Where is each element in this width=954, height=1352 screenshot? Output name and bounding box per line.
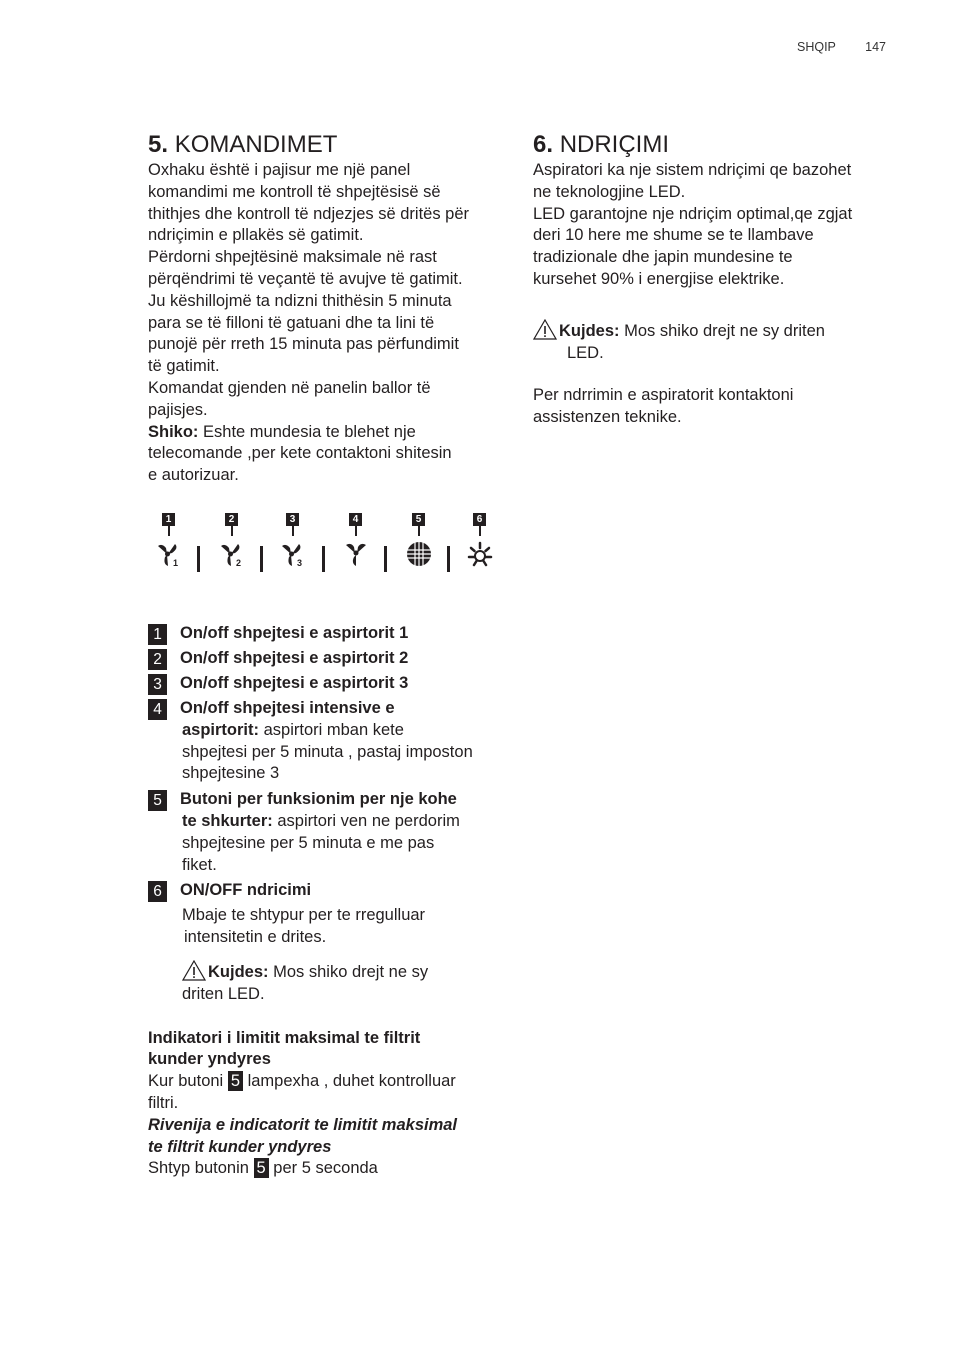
panel-button-6: 6 bbox=[466, 513, 494, 568]
fan-intensive-icon bbox=[342, 540, 370, 568]
list-item: 4 On/off shpejtesi intensive e aspirtorit: aspirtori mban kete shpejtesi per 5 minuta , pastaj imposton shpejtesine 3 bbox=[148, 698, 508, 785]
fan-speed-3-icon bbox=[279, 540, 307, 568]
control-panel-diagram bbox=[148, 513, 508, 603]
list-item: 5 Butoni per funksionim per nje kohe te shkurter: aspirtori ven ne perdorim shpejtesine per 5 minuta e me pas fiket. bbox=[148, 789, 508, 876]
section-label: SHQIP bbox=[796, 40, 836, 54]
section-title: 5. KOMANDIMET bbox=[148, 131, 338, 158]
list-item: 6 ON/OFF ndricimi bbox=[148, 880, 508, 902]
panel-button-1: 1 1 bbox=[155, 513, 183, 568]
svg-text:3: 3 bbox=[297, 557, 303, 568]
list-item: 1 On/off shpejtesi e aspirtorit 1 bbox=[148, 623, 508, 645]
panel-button-2: 2 2 bbox=[218, 513, 246, 568]
warning-icon bbox=[182, 960, 206, 981]
item6-description: Mbaje te shtypur per te rregulluar intensitetin e drites. bbox=[182, 906, 426, 947]
button-list bbox=[148, 623, 508, 1006]
list-item: 3 On/off shpejtesi e aspirtorit 3 bbox=[148, 673, 508, 695]
section-title: 6. NDRIÇIMI bbox=[533, 131, 670, 158]
fan-speed-2-icon bbox=[218, 540, 246, 568]
warning-icon bbox=[533, 319, 557, 340]
led-warning: Kujdes: Mos shiko drejt ne sy driten LED. bbox=[533, 319, 893, 365]
led-description: Aspiratori ka nje sistem ndriçimi qe bazohet ne teknologjine LED. LED garantojne nje ndriçim optimal,qe zgjat deri 10 here me shume se te llambave tradizionale dhe japin mundesine te kursehet 90% i energjise elektrike. bbox=[533, 161, 853, 288]
page-header bbox=[797, 40, 886, 54]
panel-button-5: 5 bbox=[405, 513, 433, 568]
filter-indicator-section: Indikatori i limitit maksimal te filtrit kunder yndyres Kur butoni 5 lampexha , duhet kontrolluar filtri. Rivenija e indicatorit te limitit maksimal te filtrit kunder yndyres Shtyp butonin 5 per 5 seconda bbox=[148, 1028, 458, 1178]
grease-filter-icon bbox=[405, 540, 433, 568]
section-ndricimi bbox=[533, 130, 893, 429]
led-warning: Kujdes: Mos shiko drejt ne sy driten LED. bbox=[182, 960, 508, 1006]
svg-text:1: 1 bbox=[173, 557, 179, 568]
fan-speed-1-icon bbox=[155, 540, 183, 568]
page-number: 147 bbox=[865, 40, 886, 54]
section-komandimet bbox=[148, 130, 508, 1180]
service-note: Per ndrrimin e aspiratorit kontaktoni assistenzen teknike. bbox=[533, 386, 794, 427]
light-icon bbox=[466, 540, 494, 568]
list-item: 2 On/off shpejtesi e aspirtorit 2 bbox=[148, 648, 508, 670]
panel-button-4: 4 bbox=[342, 513, 370, 568]
svg-text:2: 2 bbox=[236, 557, 242, 568]
intro-text: Oxhaku është i pajisur me një panel komandimi me kontroll të shpejtësisë së thithjes dhe kontroll të ndjezjes së dritës për ndriçimin e pllakës së gatimit. Përdorni shpejtësinë maksimale në rast përqëndrimi të veçantë të avujve të gatimit. Ju këshillojmë ta ndizni thithësin 5 minuta para se të filloni të gatuani dhe ta lini të punojë për rreth 15 minuta pas përfundimit të gatimit. Komandat gjenden në panelin ballor të pajisjes. Shiko: Eshte mundesia te blehet nje telecomande ,per kete contaktoni shitesin e autorizuar. bbox=[148, 161, 470, 485]
panel-button-3: 3 3 bbox=[279, 513, 307, 568]
